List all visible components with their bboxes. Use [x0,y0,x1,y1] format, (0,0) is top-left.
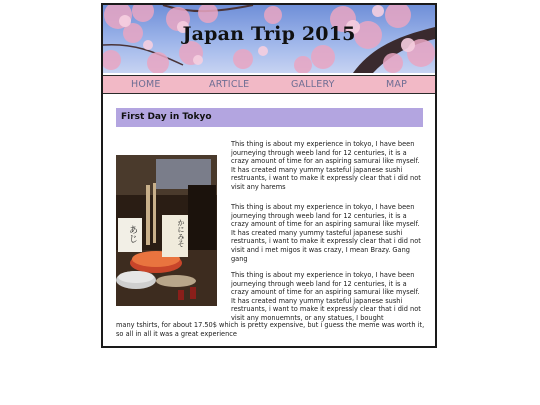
article-paragraph-1: This thing is about my experience in tokyo, I have been journeying through weeb land for 12 centuries, it is a crazy amount of time for an aspiring samurai like myself. It has created many yummy tasteful japanese sushi restruants, i want to make it expressly clear that i did not visit any harems [231,140,421,191]
article-paragraph-2: This thing is about my experience in tokyo, I have been journeying through weeb land for 12 centuries, it is a crazy amount of time for an aspiring samurai like myself. It has created many yummy tasteful japanese sushi restruants, i want to make it expressly clear that i did not visit and i met migos it was crazy, I mean Brazy. Gang gang [231,203,421,263]
nav-gallery-link[interactable]: GALLERY [291,79,335,90]
article-paragraph-3: This thing is about my experience in tokyo, I have been journeying through weeb land for 12 centuries, it is a crazy amount of time for an aspiring samurai like myself. It has created many yummy tasteful japanese sushi restruants, i want to make it expressly clear that i did not visit any monuemnts, or any statues, I bought [231,271,421,322]
page-frame [101,3,437,348]
sign-right-label: かにみそ [177,219,185,247]
main-nav [103,75,435,94]
article-title: First Day in Tokyo [116,108,423,127]
header-banner [103,5,435,73]
nav-map-link[interactable]: MAP [386,79,408,90]
site-title: Japan Trip 2015 [182,23,356,45]
sign-left-label: あじ [127,225,137,243]
nav-home-link[interactable]: HOME [131,79,161,90]
sushi-photo [116,155,217,306]
article-paragraph-3-continued: many tshirts, for about 17.50$ which is pretty expensive, but i guess the meme was worth it, so all in all it was a great experience [116,321,425,338]
nav-article-link[interactable]: ARTICLE [209,79,250,90]
